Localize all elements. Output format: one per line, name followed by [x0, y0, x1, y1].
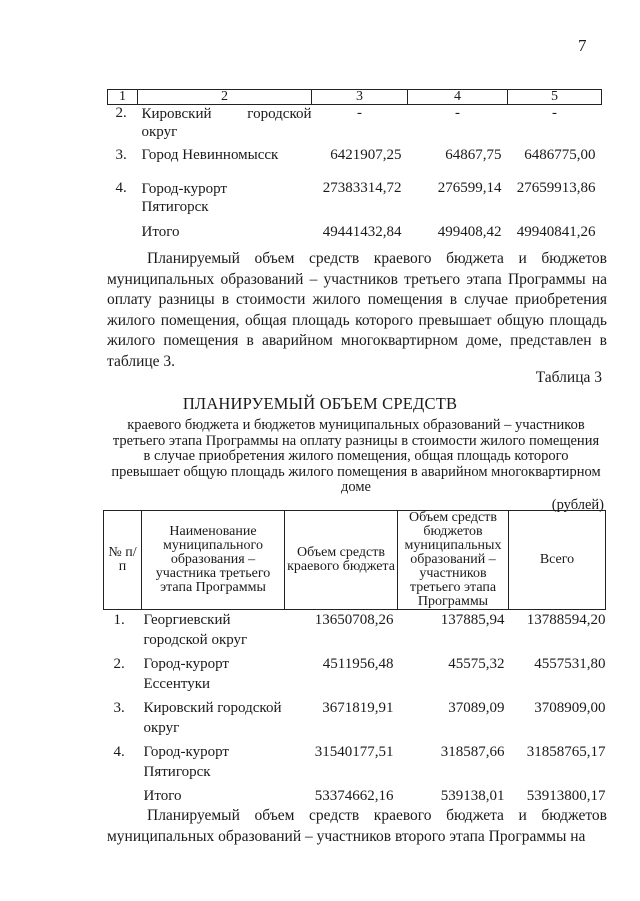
table-subtitle: краевого бюджета и бюджетов муниципальных образований – участников третьего этапа Программы на оплату разницы в стоимости жилого помещения в случае приобретения жилого помещения, общая площадь которого превышает общую площадь жилого помещения в аварийном многоквартирном доме — [111, 417, 601, 495]
column-header: Наименование муниципального образования – участника третьего этапа Программы — [142, 511, 285, 610]
column-header: 1 — [108, 90, 138, 105]
row-number — [108, 224, 138, 250]
cell-value: 276599,14 — [437, 179, 502, 196]
cell-value: 13650708,26 — [314, 612, 394, 628]
row-name: Итого — [141, 223, 180, 240]
paragraph-text: Планируемый объем средств краевого бюджета и бюджетов муниципальных образований – участников второго этапа Программы на — [107, 807, 607, 845]
cell-value: 6486775,00 — [524, 146, 596, 163]
row-number: 1. — [113, 612, 125, 628]
column-header: № п/п — [104, 511, 142, 610]
cell-value: 31540177,51 — [314, 743, 394, 760]
cell-value: 27659913,86 — [516, 179, 596, 196]
cell-value: 49441432,84 — [322, 223, 402, 240]
row-name: Город Невинномысск — [141, 146, 279, 163]
column-header: 4 — [408, 90, 508, 105]
cell-value: 6421907,25 — [330, 146, 402, 163]
column-header: Всего — [509, 511, 606, 610]
cell-value: 64867,75 — [445, 146, 502, 163]
table-row — [104, 654, 606, 698]
row-name: Кировский городской округ — [141, 106, 312, 140]
column-header: 2 — [138, 90, 312, 105]
cell-value: 53374662,16 — [314, 787, 394, 804]
cell-value: 53913800,17 — [526, 787, 606, 804]
cell-value: - — [552, 105, 557, 121]
cell-value: 13788594,20 — [526, 612, 606, 628]
cell-value: 4557531,80 — [534, 655, 606, 672]
paragraph — [107, 249, 607, 372]
cell-value: 31858765,17 — [526, 743, 606, 760]
cell-value: 137885,94 — [440, 612, 505, 628]
row-number: 2. — [115, 105, 127, 121]
row-number: 4. — [113, 743, 125, 760]
table-row — [104, 698, 606, 742]
column-header: Объем средств краевого бюджета — [285, 511, 398, 610]
row-name: Город-курорт Пятигорск — [141, 180, 227, 215]
cell-value: - — [455, 105, 460, 121]
table-row — [108, 147, 602, 180]
row-number: 3. — [113, 699, 125, 716]
table-row — [104, 610, 606, 654]
cell-value: 3671819,91 — [322, 699, 394, 716]
units-label: (рублей) — [551, 497, 604, 513]
cell-value: 37089,09 — [448, 699, 505, 716]
cell-value: 318587,66 — [440, 743, 505, 760]
paragraph — [107, 806, 607, 847]
cell-value: 539138,01 — [440, 787, 505, 804]
row-number: 3. — [115, 146, 127, 163]
table-header-row — [104, 511, 606, 610]
column-header: 5 — [508, 90, 602, 105]
cell-value: 45575,32 — [448, 655, 505, 672]
cell-value: 4511956,48 — [322, 655, 394, 672]
table-title: ПЛАНИРУЕМЫЙ ОБЪЕМ СРЕДСТВ — [182, 394, 458, 413]
cell-value: 49940841,26 — [516, 223, 596, 240]
table-label: Таблица 3 — [535, 369, 602, 386]
cell-value: 3708909,00 — [534, 699, 606, 716]
page-number: 7 — [578, 36, 587, 55]
row-name: Город-курорт Пятигорск — [143, 743, 229, 780]
row-name: Город-курорт Ессентуки — [143, 655, 229, 692]
row-name: Георгиевский городской округ — [143, 612, 248, 648]
row-name: Итого — [143, 787, 182, 804]
table-header-row — [108, 90, 602, 105]
column-header: 3 — [312, 90, 408, 105]
column-header: Объем средств бюджетов муниципальных образований – участников третьего этапа Программы — [398, 511, 509, 610]
table-continuation — [107, 89, 602, 250]
cell-value: - — [357, 105, 362, 121]
row-name: Кировский городской округ — [143, 699, 282, 736]
table-row — [108, 105, 602, 147]
table-row — [108, 180, 602, 224]
table-row — [104, 742, 606, 786]
table-3 — [103, 510, 606, 812]
paragraph-text: Планируемый объем средств краевого бюджета и бюджетов муниципальных образований – участников третьего этапа Программы на оплату разницы в стоимости жилого помещения в случае приобретения жилого помещения, общая площадь которого превышает общую площадь жилого помещения в аварийном многоквартирном доме, представлен в таблице 3. — [107, 250, 607, 370]
row-number: 2. — [113, 655, 125, 672]
cell-value: 27383314,72 — [322, 179, 402, 196]
table-total-row — [108, 224, 602, 250]
cell-value: 499408,42 — [437, 223, 502, 240]
row-number: 4. — [115, 179, 127, 196]
